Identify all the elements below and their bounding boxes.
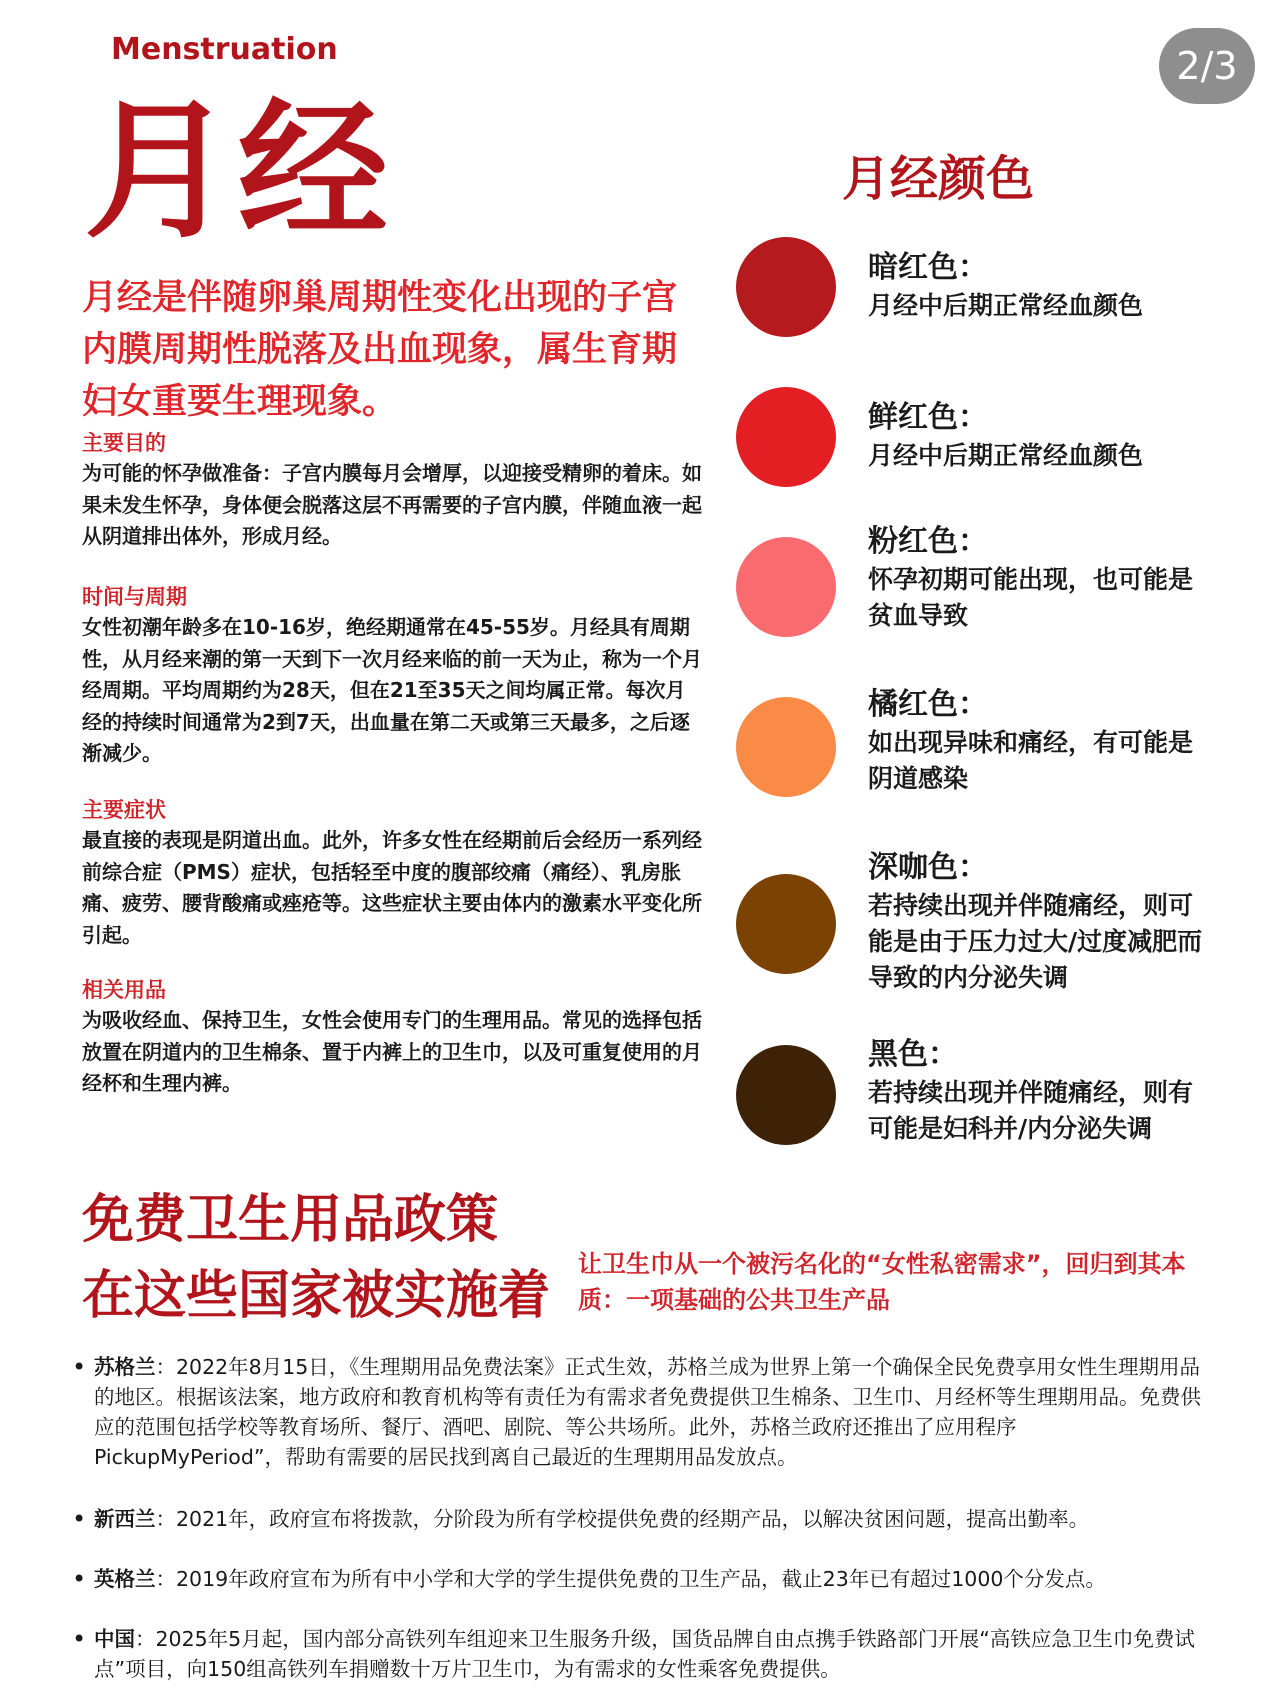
bullet-icon: • [72, 1565, 87, 1593]
policy-title [82, 1182, 550, 1334]
subtitle-english: Menstruation [111, 32, 338, 67]
color-desc: 如出现异味和痛经，有可能是阴道感染 [868, 728, 1194, 793]
color-name: 鲜红色： [868, 400, 988, 435]
policy-text: ：2021年，政府宣布将拨款，分阶段为所有学校提供免费的经期产品，以解决贫困问题，提高出勤率。 [155, 1507, 1090, 1531]
section-body: 女性初潮年龄多在10-16岁，绝经期通常在45-55岁。月经具有周期性，从月经来潮的第一天到下一次月经来临的前一天为止，称为一个月经周期。平均周期约为28天，但在21至35天之间均属正常。每次月经的持续时间通常为2到7天，出血量在第二天或第三天最多，之后逐渐减少。 [82, 615, 702, 765]
section-body: 最直接的表现是阴道出血。此外，许多女性在经期前后会经历一系列经前综合症（PMS）症状，包括轻至中度的腹部绞痛（痛经）、乳房胀痛、疲劳、腰背酸痛或痤疮等。这些症状主要由体内的激素水平变化所引起。 [82, 828, 702, 947]
bullet-icon: • [72, 1505, 87, 1533]
policy-title-line2: 在这些国家被实施着 [82, 1265, 551, 1326]
policy-title-line1: 免费卫生用品政策 [82, 1189, 499, 1250]
policy-text: ：2025年5月起，国内部分高铁列车组迎来卫生服务升级，国货品牌自由点携手铁路部门开展“高铁应急卫生巾免费试点”项目，向150组高铁列车捐赠数十万片卫生巾，为有需求的女性乘客免费提供。 [94, 1627, 1195, 1681]
country-name: 中国 [94, 1627, 135, 1651]
list-item [72, 1504, 1202, 1534]
color-swatch-pink [736, 537, 836, 637]
section-purpose [82, 428, 702, 553]
color-name: 黑色： [868, 1037, 958, 1072]
color-swatch-dark-brown [736, 874, 836, 974]
section-heading: 主要症状 [82, 798, 166, 822]
color-swatch-orange [736, 697, 836, 797]
page-indicator: 2/3 [1159, 28, 1255, 104]
intro-paragraph: 月经是伴随卵巢周期性变化出现的子宫内膜周期性脱落及出血现象，属生育期妇女重要生理现象。 [82, 278, 678, 422]
color-item-black [868, 1035, 1208, 1147]
color-desc: 若持续出现并伴随痛经，则可能是由于压力过大/过度减肥而导致的内分泌失调 [868, 891, 1203, 992]
bullet-icon: • [72, 1625, 87, 1653]
color-item-dark-red [868, 248, 1248, 324]
section-heading: 时间与周期 [82, 585, 187, 609]
colors-title: 月经颜色 [842, 151, 1035, 207]
policy-tagline: 让卫生巾从一个被污名化的“女性私密需求”，回归到其本质：一项基础的公共卫生产品 [578, 1250, 1186, 1314]
country-name: 英格兰 [94, 1567, 156, 1591]
list-item [72, 1564, 1202, 1594]
color-item-dark-brown [868, 848, 1208, 996]
color-name: 暗红色： [868, 250, 988, 285]
color-item-pink [868, 522, 1198, 634]
section-heading: 相关用品 [82, 978, 166, 1002]
color-swatch-black [736, 1045, 836, 1145]
color-item-bright-red [868, 398, 1248, 474]
section-heading: 主要目的 [82, 431, 166, 455]
section-body: 为吸收经血、保持卫生，女性会使用专门的生理用品。常见的选择包括放置在阴道内的卫生棉条、置于内裤上的卫生巾，以及可重复使用的月经杯和生理内裤。 [82, 1008, 702, 1095]
color-desc: 月经中后期正常经血颜色 [868, 441, 1144, 470]
section-cycle [82, 582, 702, 770]
color-swatch-bright-red [736, 387, 836, 487]
section-products [82, 975, 702, 1100]
section-symptoms [82, 795, 702, 951]
color-name: 深咖色： [868, 850, 988, 885]
color-item-orange [868, 685, 1198, 797]
color-desc: 怀孕初期可能出现，也可能是贫血导致 [868, 565, 1194, 630]
color-name: 橘红色： [868, 687, 988, 722]
list-item [72, 1624, 1202, 1684]
bullet-icon: • [72, 1353, 87, 1381]
color-desc: 月经中后期正常经血颜色 [868, 291, 1144, 320]
country-name: 苏格兰 [94, 1355, 156, 1379]
section-body: 为可能的怀孕做准备：子宫内膜每月会增厚，以迎接受精卵的着床。如果未发生怀孕，身体便会脱落这层不再需要的子宫内膜，伴随血液一起从阴道排出体外，形成月经。 [82, 461, 702, 548]
list-item [72, 1352, 1202, 1472]
policy-text: ：2019年政府宣布为所有中小学和大学的学生提供免费的卫生产品，截止23年已有超过1000个分发点。 [155, 1567, 1106, 1591]
color-swatch-dark-red [736, 237, 836, 337]
color-desc: 若持续出现并伴随痛经，则有可能是妇科并/内分泌失调 [868, 1078, 1194, 1143]
page-title: 月经 [84, 83, 393, 259]
policy-text: ：2022年8月15日，《生理期用品免费法案》正式生效，苏格兰成为世界上第一个确保全民免费享用女性生理期用品的地区。根据该法案，地方政府和教育机构等有责任为有需求者免费提供卫生棉条、卫生巾、月经杯等生理期用品。免费供应的范围包括学校等教育场所、餐厅、酒吧、剧院、等公共场所。此外，苏格兰政府还推出了应用程序PickupMyPeriod”，帮助有需要的居民找到离自己最近的生理期用品发放点。 [94, 1355, 1201, 1469]
color-name: 粉红色： [868, 524, 988, 559]
country-name: 新西兰 [94, 1507, 156, 1531]
